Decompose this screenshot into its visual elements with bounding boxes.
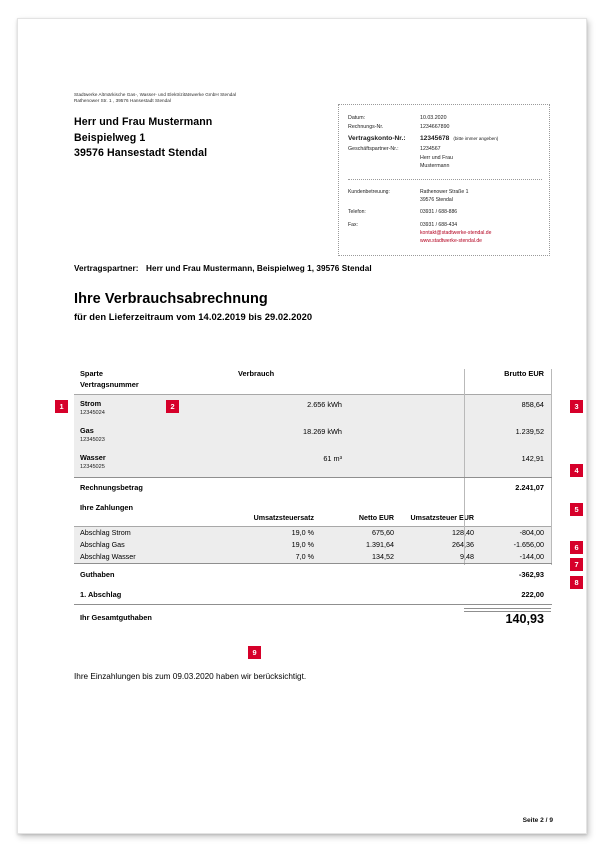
recipient-line-1: Herr und Frau Mustermann [74,116,213,128]
recipient-line-3: 39576 Hansestadt Stendal [74,147,208,160]
page-subtitle: für den Lieferzeitraum vom 14.02.2019 bis 29.02.2020 [74,311,313,322]
annotation-marker-2: 2 [166,400,179,413]
page-content [18,19,586,833]
annotation-marker-8: 8 [570,576,583,589]
row-brutto: 858,64 [521,399,544,409]
billing-table [74,369,552,629]
document-page [17,18,587,834]
invoice-date-row [348,114,544,123]
row-verbrauch: 18.269 kWh [303,426,342,436]
fax-label: Fax: [348,221,358,228]
payment-ust: 264,36 [452,539,474,549]
payment-brutto: -1.656,00 [513,539,544,549]
support-row [348,188,544,196]
header-umsatzsteuer: Umsatzsteuer EUR [410,513,474,522]
phone-label: Telefon: [348,209,366,216]
credit-row [74,563,552,584]
phone-row [348,208,544,216]
credit-label: Guthaben [80,569,115,579]
row-brutto: 142,91 [521,453,544,463]
grand-total-underline-2 [464,611,551,612]
account-number-row [348,133,544,144]
table-row [74,527,552,539]
annotation-marker-1: 1 [55,400,68,413]
row-vertragsnummer: 12345024 [80,410,105,417]
invoice-total-value: 2.241,07 [515,483,544,493]
info-box-divider [348,179,542,180]
row-vertragsnummer: 12345025 [80,464,105,471]
sender-line-1: Stadtwerke Altmärkische Gas-, Wasser- und Elektrizitätswerke GmbH Stendal [74,92,237,97]
recipient-address [74,115,212,162]
first-installment-value: 222,00 [521,589,544,599]
grand-total-value: 140,93 [505,612,544,627]
contract-partner-line [74,264,372,273]
recipient-line-2: Beispielweg 1 [74,131,146,144]
invoice-info-box [338,104,550,256]
invoice-total-label: Rechnungsbetrag [80,483,143,493]
row-vertragsnummer: 12345023 [80,437,105,444]
header-umsatzsteuersatz: Umsatzsteuersatz [253,513,314,522]
payments-title-row [74,498,552,513]
row-verbrauch: 2.656 kWh [307,399,342,409]
page-number: Seite 2 / 9 [522,817,553,824]
partner-number-value: 1234567 [420,146,441,153]
contract-partner-label: Vertragspartner: [74,264,139,273]
email-link[interactable]: kontakt@stadtwerke-stendal.de [420,230,492,237]
table-header-row [74,369,552,395]
payment-rate: 7,0 % [295,551,314,561]
invoice-number-label: Rechnungs-Nr. [348,123,384,130]
payment-brutto: -144,00 [519,551,544,561]
annotation-marker-7: 7 [570,558,583,571]
annotation-marker-5: 5 [570,503,583,516]
sender-line-2: Rathenower Str. 1 , 39576 Hansestadt Stendal [74,98,171,104]
payment-label: Abschlag Strom [80,527,131,537]
header-verbrauch: Verbrauch [238,369,275,378]
partner-number-row [348,145,544,154]
header-vertragsnummer: Vertragsnummer [80,379,139,389]
annotation-marker-3: 3 [570,400,583,413]
invoice-total-row [74,477,552,498]
row-sparte: Strom [80,399,102,408]
annotation-marker-9: 9 [248,646,261,659]
payment-ust: 9,48 [460,551,474,561]
consumption-rows-band [74,395,552,477]
payment-rate: 19,0 % [291,539,314,549]
payment-ust: 128,40 [452,527,474,537]
fax-value: 03931 / 688-434 [420,221,458,228]
partner-name-line-1: Herr und Frau [420,154,453,161]
header-sparte: Sparte [80,369,104,378]
annotation-marker-4: 4 [570,464,583,477]
table-row [74,422,552,449]
payment-netto: 1.391,64 [366,539,394,549]
first-installment-label: 1. Abschlag [80,589,122,599]
payment-rows-band [74,527,552,564]
row-verbrauch: 61 m³ [323,453,342,463]
support-city: 39576 Stendal [420,197,453,204]
grand-total-underline-1 [464,608,551,609]
partner-number-label: Geschäftspartner-Nr.: [348,146,399,153]
payment-label: Abschlag Gas [80,539,125,549]
account-number-value: 12345678 [420,135,450,143]
sender-address-line [74,92,364,105]
first-installment-row [74,584,552,604]
table-row [74,395,552,422]
payments-header-row [74,513,552,527]
invoice-date-label: Datum: [348,115,366,121]
invoice-number-value: 1234667890 [420,123,450,130]
grand-total-label: Ihr Gesamtguthaben [80,613,152,623]
row-sparte: Gas [80,426,94,436]
invoice-number-row [348,123,544,132]
closing-note: Ihre Einzahlungen bis zum 09.03.2020 haben wir berücksichtigt. [74,672,307,681]
partner-name-line-2: Mustermann [420,162,450,169]
row-brutto: 1.239,52 [515,426,544,436]
contract-partner-value: Herr und Frau Mustermann, Beispielweg 1, 39576 Stendal [146,264,372,273]
contact-rows [348,188,544,245]
support-label: Kundenbetreuung: [348,189,390,195]
invoice-date-value: 10.03.2020 [420,115,447,121]
credit-value: -362,93 [518,569,544,579]
payment-rate: 19,0 % [291,527,314,537]
phone-value: 03931 / 688-886 [420,209,458,216]
header-netto: Netto EUR [358,513,394,522]
invoice-meta-rows [348,114,544,170]
payments-title: Ihre Zahlungen [80,502,133,512]
account-number-label: Vertragskonto-Nr.: [348,135,406,143]
row-sparte: Wasser [80,453,106,463]
account-number-hint: (bitte immer angeben) [453,136,499,142]
payment-netto: 134,52 [372,551,394,561]
payment-brutto: -804,00 [519,527,544,537]
fax-row [348,221,544,229]
website-link[interactable]: www.stadtwerke-stendal.de [420,238,483,245]
table-row [74,551,552,563]
support-street: Rathenower Straße 1 [420,189,469,195]
page-title: Ihre Verbrauchsabrechnung [74,291,268,307]
table-row [74,539,552,551]
annotation-marker-6: 6 [570,541,583,554]
payment-netto: 675,60 [372,527,394,537]
header-brutto: Brutto EUR [504,369,544,378]
payment-label: Abschlag Wasser [80,551,136,561]
table-row [74,449,552,476]
